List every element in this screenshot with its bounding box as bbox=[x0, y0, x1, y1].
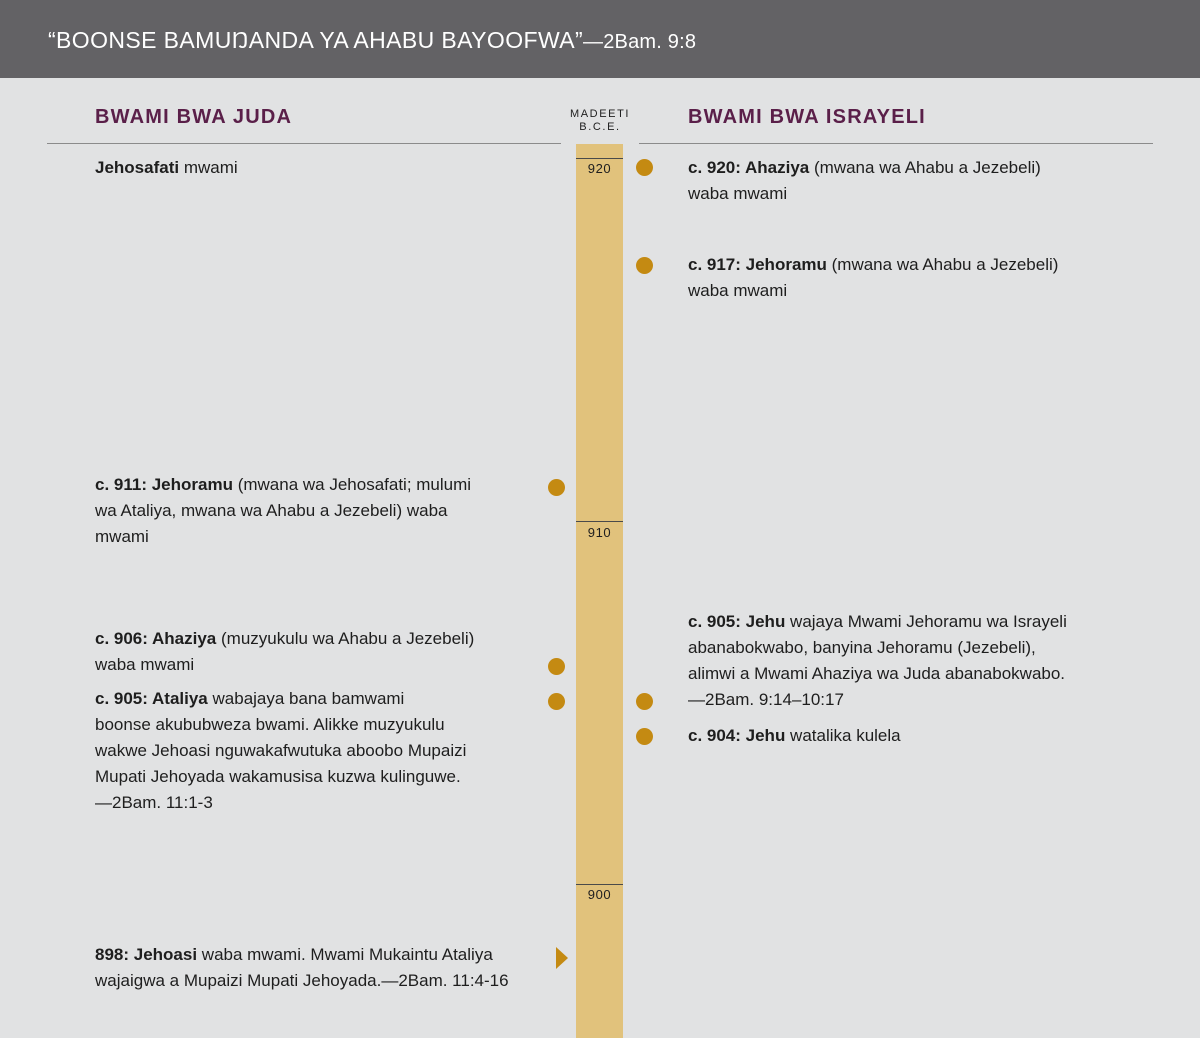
event-text: wajaigwa a Mupaizi Mupati Jehoyada.—2Bam. 11:4-16 bbox=[95, 971, 509, 990]
marker-judah-911 bbox=[548, 479, 565, 496]
event-judah-911-jehoramu bbox=[95, 472, 471, 550]
event-text: wa Ataliya, mwana wa Ahabu a Jezebeli) waba bbox=[95, 501, 448, 520]
event-judah-906-ahaziya bbox=[95, 626, 474, 678]
event-text: abanabokwabo, banyina Jehoramu (Jezebeli), bbox=[688, 638, 1036, 657]
right-heading-divider bbox=[639, 143, 1153, 144]
event-judah-898-jehoasi bbox=[95, 942, 509, 994]
event-text: waba mwami bbox=[688, 184, 788, 203]
event-label: Jehosafati bbox=[95, 158, 180, 177]
event-text: (mwana wa Ahabu a Jezebeli) bbox=[809, 158, 1041, 177]
marker-israel-904 bbox=[636, 728, 653, 745]
event-text: (mwana wa Jehosafati; mulumi bbox=[232, 475, 472, 494]
event-text: waba mwami bbox=[95, 655, 195, 674]
tick-900 bbox=[576, 884, 623, 885]
event-text: —2Bam. 11:1-3 bbox=[95, 793, 213, 812]
israel-column-heading: BWAMI BWA ISRAYELI bbox=[688, 106, 926, 128]
tick-920 bbox=[576, 158, 623, 159]
event-text: wabajaya bana bamwami bbox=[207, 689, 405, 708]
tick-label-910: 910 bbox=[587, 525, 612, 540]
timeline-bar bbox=[576, 144, 623, 1038]
marker-israel-917 bbox=[636, 257, 653, 274]
marker-judah-898-arrow-icon bbox=[556, 947, 568, 969]
event-text: Mupati Jehoyada wakamusisa kuzwa kulinguwe. bbox=[95, 767, 461, 786]
left-heading-divider bbox=[47, 143, 561, 144]
event-text: waba mwami bbox=[688, 281, 788, 300]
event-label: 898: Jehoasi bbox=[95, 945, 198, 964]
event-israel-917-jehoramu bbox=[688, 252, 1058, 304]
event-text: boonse akububweza bwami. Alikke muzyukulu bbox=[95, 715, 445, 734]
marker-israel-920 bbox=[636, 159, 653, 176]
event-text: —2Bam. 9:14–10:17 bbox=[688, 690, 844, 709]
event-israel-905-jehu bbox=[688, 609, 1067, 713]
judah-column-heading: BWAMI BWA JUDA bbox=[95, 106, 293, 128]
marker-judah-905 bbox=[548, 693, 565, 710]
event-label: c. 920: Ahaziya bbox=[688, 158, 810, 177]
dates-axis-label bbox=[560, 108, 640, 134]
event-text: mwami bbox=[179, 158, 238, 177]
tick-label-920: 920 bbox=[587, 161, 612, 176]
title-banner bbox=[0, 0, 1200, 78]
event-label: c. 911: Jehoramu bbox=[95, 475, 233, 494]
event-text: waba mwami. Mwami Mukaintu Ataliya bbox=[197, 945, 493, 964]
event-label: c. 905: Ataliya bbox=[95, 689, 208, 708]
event-israel-920-ahaziya bbox=[688, 155, 1041, 207]
event-judah-jehosafati bbox=[95, 155, 238, 181]
event-israel-904-jehu bbox=[688, 723, 901, 749]
title-reference: —2Bam. 9:8 bbox=[583, 31, 697, 53]
event-text: mwami bbox=[95, 527, 149, 546]
marker-israel-905 bbox=[636, 693, 653, 710]
marker-judah-906 bbox=[548, 658, 565, 675]
event-label: c. 905: Jehu bbox=[688, 612, 786, 631]
tick-label-900: 900 bbox=[587, 887, 612, 902]
event-label: c. 904: Jehu bbox=[688, 726, 786, 745]
event-text: (muzyukulu wa Ahabu a Jezebeli) bbox=[216, 629, 475, 648]
event-label: c. 917: Jehoramu bbox=[688, 255, 827, 274]
page-title: “BOONSE BAMUŊANDA YA AHABU BAYOOFWA” bbox=[48, 27, 584, 53]
event-judah-905-ataliya bbox=[95, 686, 466, 816]
event-text: (mwana wa Ahabu a Jezebeli) bbox=[826, 255, 1059, 274]
dates-axis-label-line1: MADEETI bbox=[569, 108, 631, 120]
dates-axis-label-line2: B.C.E. bbox=[579, 121, 621, 133]
event-text: wakwe Jehoasi nguwakafwutuka aboobo Mupaizi bbox=[95, 741, 467, 760]
event-text: alimwi a Mwami Ahaziya wa Juda abanabokwabo. bbox=[688, 664, 1066, 683]
event-text: watalika kulela bbox=[785, 726, 901, 745]
event-text: wajaya Mwami Jehoramu wa Israyeli bbox=[785, 612, 1067, 631]
tick-910 bbox=[576, 521, 623, 522]
event-label: c. 906: Ahaziya bbox=[95, 629, 217, 648]
